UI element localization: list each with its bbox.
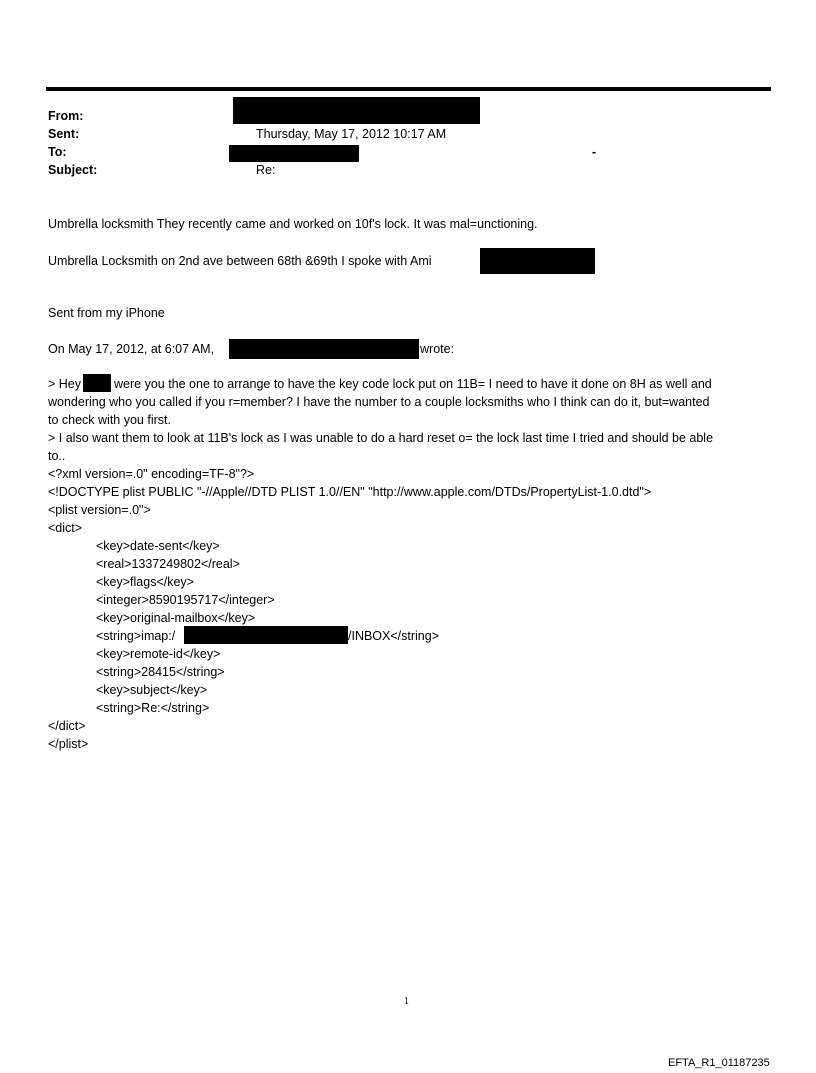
sent-value: Thursday, May 17, 2012 10:17 AM <box>256 127 447 141</box>
quote-line-2: wondering who you called if you r=member? I have the number to a couple locksmiths who I think can do it, but=wanted <box>48 395 710 409</box>
key-date-sent: <key>date-sent</key> <box>96 539 220 553</box>
plist-xml-decl: <?xml version=.0" encoding=TF-8"?> <box>48 467 255 481</box>
wrote-text: wrote: <box>420 342 455 356</box>
subject-value: Re: <box>256 163 276 177</box>
key-original-mailbox: <key>original-mailbox</key> <box>96 611 256 625</box>
to-mark: - <box>592 145 597 159</box>
quote-intro: On May 17, 2012, at 6:07 AM, <box>48 342 215 356</box>
to-redaction <box>229 145 359 162</box>
body-line-1: Umbrella locksmith They recently came and worked on 10f's lock. It was mal=unctioning. <box>48 217 538 231</box>
subject-label: Subject: <box>48 163 98 177</box>
value-integer: <integer>8590195717</integer> <box>96 593 275 607</box>
quote-line-1a: > Hey <box>48 377 82 391</box>
value-imap-prefix: <string>imap:/ <box>96 629 176 643</box>
from-redaction <box>233 97 480 124</box>
page-number: 1 <box>404 996 409 1007</box>
header-rule <box>46 87 771 91</box>
value-remote-id: <string>28415</string> <box>96 665 225 679</box>
key-subject: <key>subject</key> <box>96 683 208 697</box>
footer-id: EFTA_R1_01187235 <box>668 1057 770 1069</box>
value-imap-suffix: /INBOX</string> <box>348 629 440 643</box>
quote-line-4: > I also want them to look at 11B's lock as I was unable to do a hard reset o= the lock last time I tried and should be able <box>48 431 714 445</box>
quote-line-5: to.. <box>48 449 66 463</box>
from-label: From: <box>48 109 84 123</box>
name-redaction <box>480 248 595 274</box>
dict-close: </dict> <box>48 719 86 733</box>
signature: Sent from my iPhone <box>48 306 165 320</box>
hey-redaction <box>83 374 111 392</box>
value-subject: <string>Re:</string> <box>96 701 210 715</box>
value-real: <real>1337249802</real> <box>96 557 240 571</box>
sent-label: Sent: <box>48 127 80 141</box>
key-flags: <key>flags</key> <box>96 575 194 589</box>
plist-close: </plist> <box>48 737 89 751</box>
sender-redaction <box>229 339 419 359</box>
quote-line-3: to check with you first. <box>48 413 171 427</box>
plist-doctype: <!DOCTYPE plist PUBLIC "-//Apple//DTD PLIST 1.0//EN" "http://www.apple.com/DTDs/PropertyList-1.0.dtd"> <box>48 485 652 499</box>
imap-redaction <box>184 626 348 644</box>
to-label: To: <box>48 145 67 159</box>
plist-open: <plist version=.0"> <box>48 503 151 517</box>
key-remote-id: <key>remote-id</key> <box>96 647 221 661</box>
quote-line-1b: were you the one to arrange to have the key code lock put on 11B= I need to have it done on 8H as well and <box>114 377 712 391</box>
body-line-2: Umbrella Locksmith on 2nd ave between 68th &69th I spoke with Ami <box>48 254 432 268</box>
dict-open: <dict> <box>48 521 83 535</box>
